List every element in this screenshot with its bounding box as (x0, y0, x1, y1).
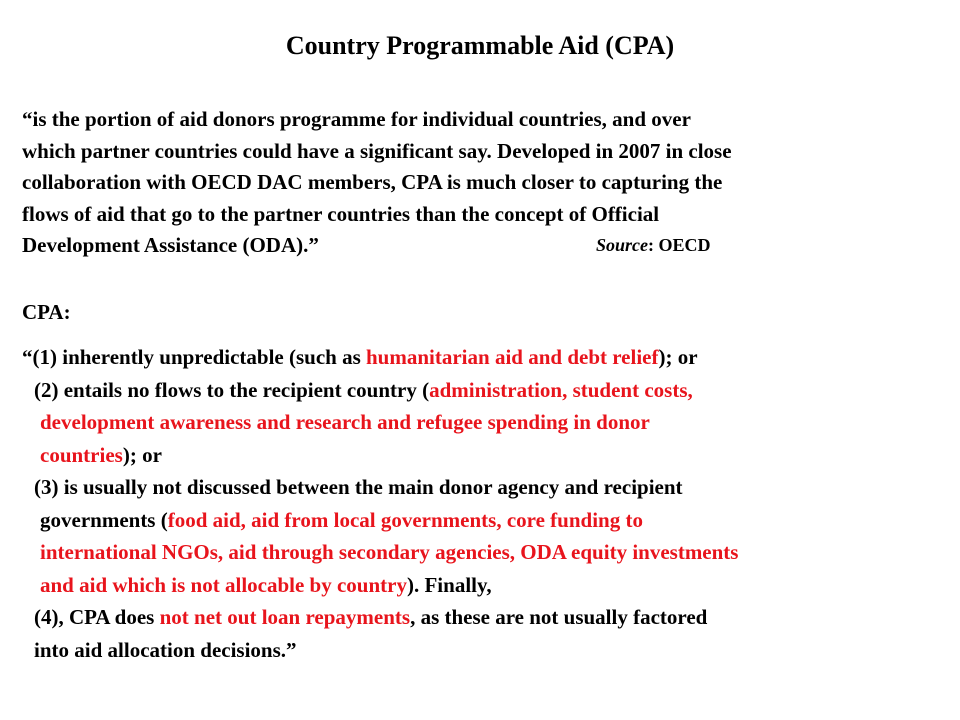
list-text: “(1) inherently unpredictable (such as (22, 345, 366, 369)
list-item-continuation (22, 634, 952, 667)
highlighted-text: food aid, aid from local governments, core funding to (167, 507, 643, 532)
quote-line: which partner countries could have a significant say. Developed in 2007 in close (22, 138, 732, 163)
highlighted-text: international NGOs, aid through secondary agencies, ODA equity investments (40, 540, 739, 564)
quote-line: “is the portion of aid donors programme for individual countries, and over (22, 107, 691, 131)
list-item-continuation (22, 504, 952, 537)
list-text: ); or (122, 442, 162, 467)
list-item (22, 374, 952, 407)
quote-line: flows of aid that go to the partner countries than the concept of Official (22, 201, 660, 226)
source-name: : OECD (648, 235, 711, 255)
cpa-exclusion-list (22, 341, 952, 666)
highlighted-text: countries (40, 442, 123, 467)
list-item-continuation (22, 406, 952, 439)
list-item (22, 341, 952, 374)
cpa-heading: CPA: (22, 300, 71, 324)
list-text: into aid allocation decisions.” (34, 637, 297, 662)
highlighted-text: administration, student costs, (429, 377, 693, 402)
oecd-definition-quote (22, 104, 942, 262)
source-label: Source (596, 235, 649, 255)
list-item-continuation (22, 439, 952, 472)
list-text: (2) entails no flows to the recipient country ( (34, 377, 430, 402)
page-title: Country Programmable Aid (CPA) (285, 31, 675, 60)
list-item-continuation (22, 536, 952, 569)
list-item (22, 601, 952, 634)
list-item-continuation (22, 569, 952, 602)
list-text: ); or (658, 345, 698, 369)
highlighted-text: and aid which is not allocable by country (40, 572, 407, 597)
source-citation (596, 230, 711, 261)
highlighted-text: not net out loan repayments (159, 605, 411, 629)
list-text: (3) is usually not discussed between the main donor agency and recipient (34, 475, 683, 499)
list-item (22, 471, 952, 504)
list-text: , as these are not usually factored (410, 605, 708, 629)
list-text: governments ( (40, 507, 168, 532)
highlighted-text: humanitarian aid and debt relief (366, 345, 659, 369)
quote-line: collaboration with OECD DAC members, CPA is much closer to capturing the (22, 170, 723, 194)
quote-line: Development Assistance (ODA).” (22, 233, 319, 257)
list-text: (4), CPA does (34, 605, 160, 629)
list-text: ). Finally, (406, 572, 492, 597)
highlighted-text: development awareness and research and refugee spending in donor (40, 410, 650, 434)
